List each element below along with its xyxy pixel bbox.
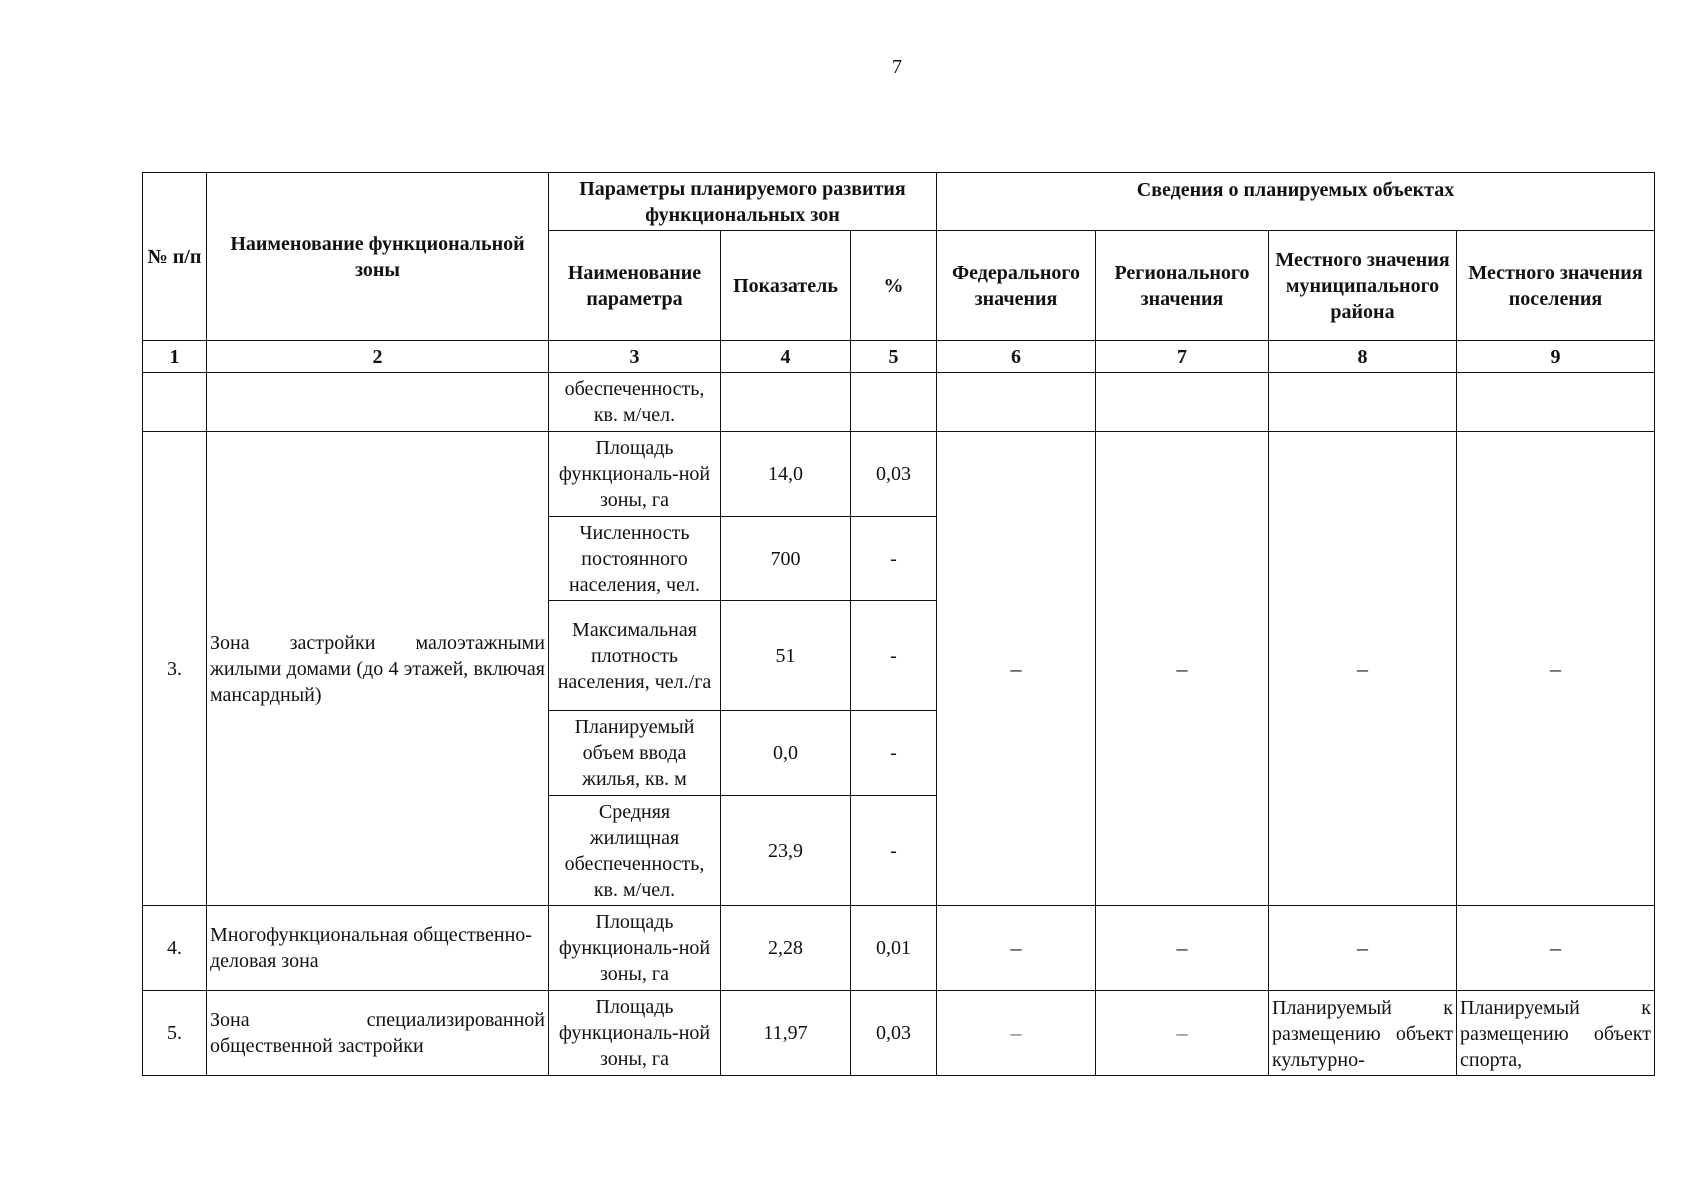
table-row	[143, 991, 1655, 1076]
table-row	[143, 906, 1655, 991]
param-name: Площадь функциональ-ной зоны, га	[549, 432, 721, 517]
param-name: Средняя жилищная обеспеченность, кв. м/чел.	[549, 796, 721, 906]
param-value: 23,9	[721, 796, 851, 906]
param-name: Численность постоянного населения, чел.	[549, 517, 721, 601]
param-value: 700	[721, 517, 851, 601]
param-value: 14,0	[721, 432, 851, 517]
row-number: 3.	[143, 432, 207, 906]
municipal-value: –	[1269, 906, 1457, 991]
header-param-name: Наименование параметра	[549, 231, 721, 341]
col-number: 9	[1457, 341, 1655, 373]
param-percent: 0,03	[851, 991, 937, 1076]
federal-value: –	[937, 991, 1096, 1076]
header-regional: Регионального значения	[1096, 231, 1269, 341]
col-number: 8	[1269, 341, 1457, 373]
col-number: 2	[207, 341, 549, 373]
header-federal: Федерального значения	[937, 231, 1096, 341]
col-number: 6	[937, 341, 1096, 373]
param-value: 11,97	[721, 991, 851, 1076]
municipal-value: Планируемый к размещению объект культурно-	[1269, 991, 1457, 1076]
param-percent: -	[851, 601, 937, 711]
functional-zones-table	[142, 172, 1655, 1076]
param-name: Планируемый объем ввода жилья, кв. м	[549, 711, 721, 796]
table-row	[143, 373, 1655, 432]
row-number: 4.	[143, 906, 207, 991]
federal-value: –	[937, 432, 1096, 906]
param-percent: 0,01	[851, 906, 937, 991]
param-name: обеспеченность, кв. м/чел.	[549, 373, 721, 432]
col-number: 3	[549, 341, 721, 373]
regional-value: –	[1096, 432, 1269, 906]
param-percent: -	[851, 711, 937, 796]
param-name: Площадь функциональ-ной зоны, га	[549, 906, 721, 991]
param-name: Площадь функциональ-ной зоны, га	[549, 991, 721, 1076]
header-num: № п/п	[143, 173, 207, 341]
table-row	[143, 432, 1655, 517]
settlement-value: –	[1457, 906, 1655, 991]
param-percent: -	[851, 796, 937, 906]
header-indicator: Показатель	[721, 231, 851, 341]
zone-name: Многофункциональная общественно-деловая зона	[207, 906, 549, 991]
header-objects-group: Сведения о планируемых объектах	[937, 173, 1655, 231]
param-value: 0,0	[721, 711, 851, 796]
header-percent: %	[851, 231, 937, 341]
param-value: 51	[721, 601, 851, 711]
zone-name: Зона специализированной общественной застройки	[207, 991, 549, 1076]
param-percent: 0,03	[851, 432, 937, 517]
header-params-group: Параметры планируемого развития функциональных зон	[549, 173, 937, 231]
param-percent: -	[851, 517, 937, 601]
col-number: 1	[143, 341, 207, 373]
col-number: 4	[721, 341, 851, 373]
settlement-value: Планируемый к размещению объект спорта,	[1457, 991, 1655, 1076]
row-number: 5.	[143, 991, 207, 1076]
page-number: 7	[892, 56, 902, 78]
regional-value: –	[1096, 906, 1269, 991]
federal-value: –	[937, 906, 1096, 991]
zone-name: Зона застройки малоэтажными жилыми домами (до 4 этажей, включая мансардный)	[207, 432, 549, 906]
municipal-value: –	[1269, 432, 1457, 906]
header-municipal: Местного значения муниципального района	[1269, 231, 1457, 341]
param-value: 2,28	[721, 906, 851, 991]
col-number: 7	[1096, 341, 1269, 373]
header-zone-name: Наименование функциональной зоны	[207, 173, 549, 341]
header-settlement: Местного значения поселения	[1457, 231, 1655, 341]
settlement-value: –	[1457, 432, 1655, 906]
param-name: Максимальная плотность населения, чел./га	[549, 601, 721, 711]
regional-value: –	[1096, 991, 1269, 1076]
col-number: 5	[851, 341, 937, 373]
